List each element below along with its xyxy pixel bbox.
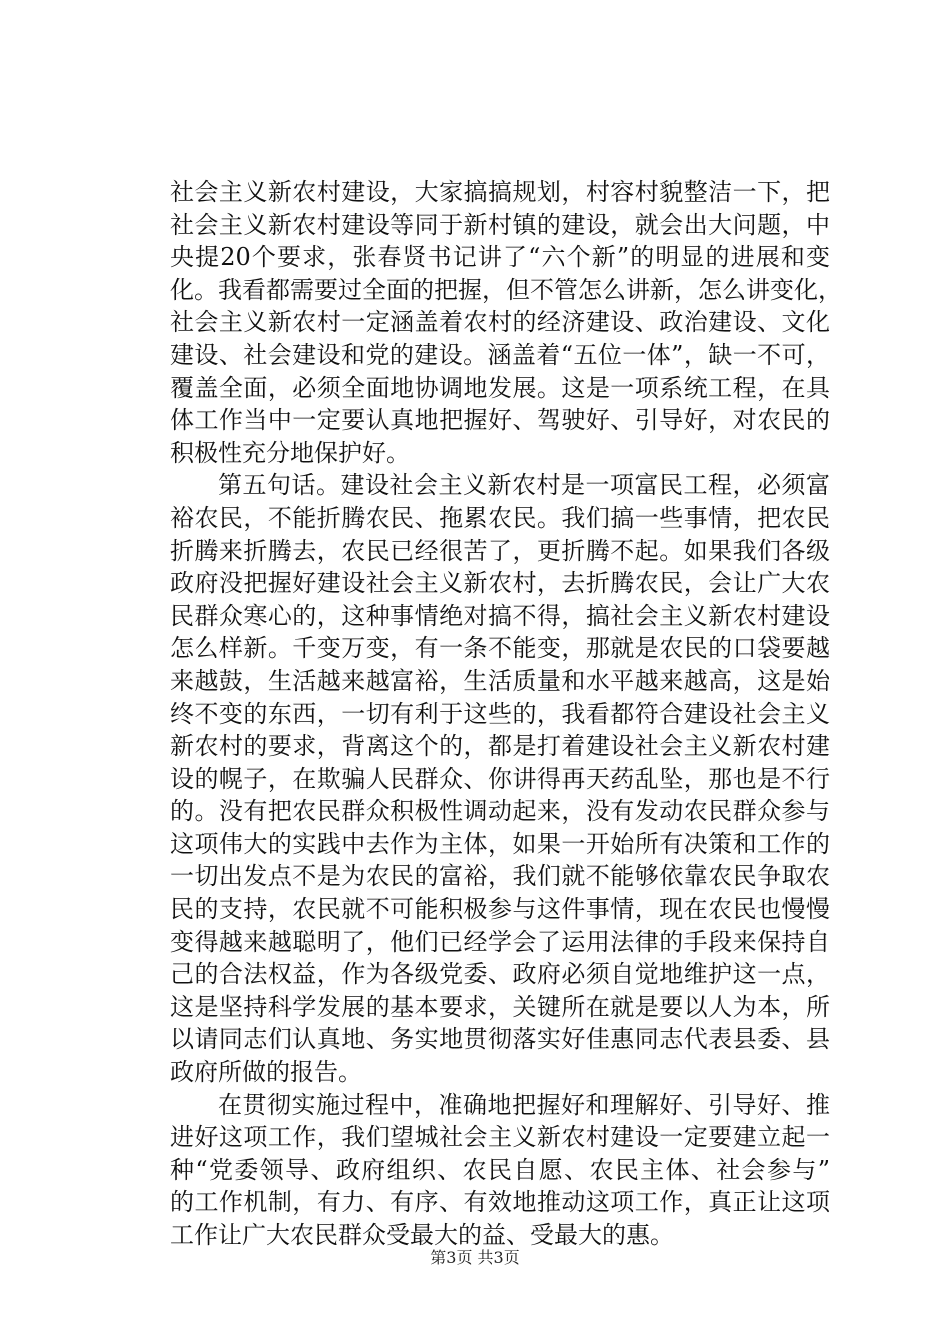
text-line: 变得越来越聪明了，他们已经学会了运用法律的手段来保持自 xyxy=(170,927,830,956)
paragraph xyxy=(170,1089,830,1252)
text-line: 来越鼓，生活越来越富裕，生活质量和水平越来越高，这是始 xyxy=(170,666,830,695)
text-line: 政府所做的报告。 xyxy=(170,1058,362,1087)
text-line: 积极性充分地保护好。 xyxy=(170,438,410,467)
text-line: 的工作机制，有力、有序、有效地推动这项工作，真正让这项 xyxy=(170,1188,830,1217)
paragraph xyxy=(170,469,830,1088)
text-line: 工作让广大农民群众受最大的益、受最大的惠。 xyxy=(170,1221,674,1249)
text-line: 民群众寒心的，这种事情绝对搞不得，搞社会主义新农村建设 xyxy=(170,601,830,630)
text-line: 政府没把握好建设社会主义新农村，去折腾农民，会让广大农 xyxy=(170,569,830,598)
text-line: 社会主义新农村建设，大家搞搞规划，村容村貌整洁一下，把 xyxy=(170,178,830,206)
text-line: 第五句话。建设社会主义新农村是一项富民工程，必须富 xyxy=(218,471,830,500)
text-line: 这是坚持科学发展的基本要求，关键所在就是要以人为本，所 xyxy=(170,992,830,1021)
text-line: 央提20个要求，张春贤书记讲了“六个新”的明显的进展和变 xyxy=(170,243,830,272)
text-line: 建设、社会建设和党的建设。涵盖着“五位一体”，缺一不可， xyxy=(170,340,830,369)
text-line: 以请同志们认真地、务实地贯彻落实好佳惠同志代表县委、县 xyxy=(170,1025,830,1054)
text-line: 化。我看都需要过全面的把握，但不管怎么讲新，怎么讲变化， xyxy=(170,275,842,304)
text-line: 新农村的要求，背离这个的，都是打着建设社会主义新农村建 xyxy=(170,732,830,761)
text-line: 裕农民，不能折腾农民、拖累农民。我们搞一些事情，把农民 xyxy=(170,503,830,532)
text-line: 种“党委领导、政府组织、农民自愿、农民主体、社会参与” xyxy=(170,1155,830,1184)
text-line: 民的支持，农民就不可能积极参与这件事情，现在农民也慢慢 xyxy=(170,895,830,924)
text-line: 社会主义新农村建设等同于新村镇的建设，就会出大问题，中 xyxy=(170,210,830,239)
text-line: 怎么样新。千变万变，有一条不能变，那就是农民的口袋要越 xyxy=(170,634,830,663)
text-line: 在贯彻实施过程中，准确地把握好和理解好、引导好、推 xyxy=(218,1090,830,1119)
text-line: 一切出发点不是为农民的富裕，我们就不能够依靠农民争取农 xyxy=(170,862,830,891)
page-footer: 第3页 共3页 xyxy=(430,1248,520,1267)
paragraph xyxy=(170,176,842,469)
text-line: 己的合法权益，作为各级党委、政府必须自觉地维护这一点， xyxy=(170,960,830,989)
text-line: 覆盖全面，必须全面地协调地发展。这是一项系统工程，在具 xyxy=(170,373,830,402)
text-line: 进好这项工作，我们望城社会主义新农村建设一定要建立起一 xyxy=(170,1123,830,1152)
text-line: 这项伟大的实践中去作为主体，如果一开始所有决策和工作的 xyxy=(170,829,830,858)
text-line: 的。没有把农民群众积极性调动起来，没有发动农民群众参与 xyxy=(170,797,830,826)
text-line: 体工作当中一定要认真地把握好、驾驶好、引导好，对农民的 xyxy=(170,406,830,435)
text-line: 社会主义新农村一定涵盖着农村的经济建设、政治建设、文化 xyxy=(170,308,830,337)
document-body xyxy=(170,176,842,1252)
text-line: 折腾来折腾去，农民已经很苦了，更折腾不起。如果我们各级 xyxy=(170,536,830,565)
text-line: 设的幌子，在欺骗人民群众、你讲得再天药乱坠，那也是不行 xyxy=(170,764,830,793)
text-line: 终不变的东西，一切有利于这些的，我看都符合建设社会主义 xyxy=(170,699,830,728)
